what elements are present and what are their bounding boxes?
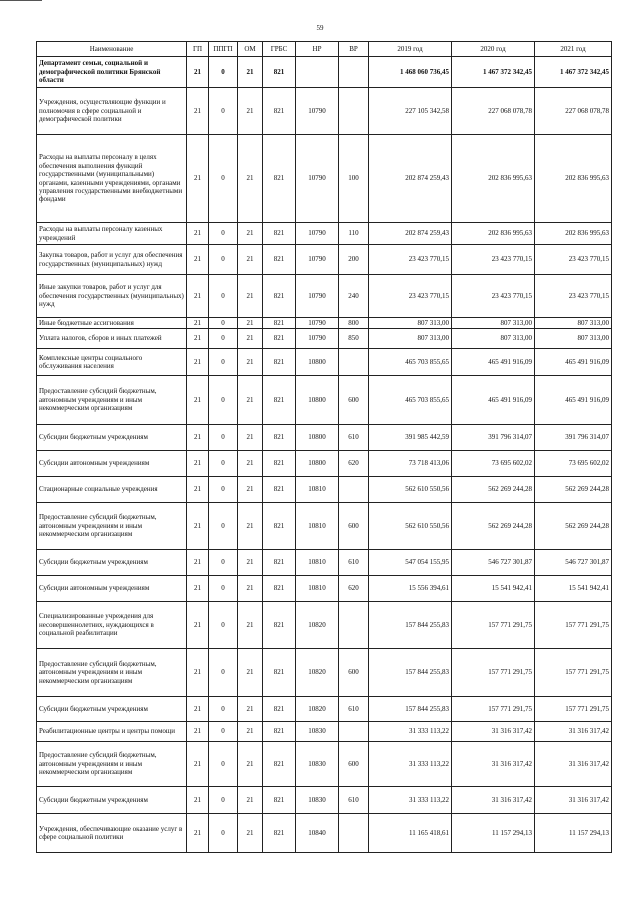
row-vr: 600 bbox=[339, 376, 369, 425]
row-gp: 21 bbox=[187, 697, 209, 722]
row-om: 21 bbox=[238, 814, 263, 853]
row-amount-2019: 1 468 060 736,45 bbox=[369, 57, 452, 88]
header-grbs: ГРБС bbox=[263, 42, 296, 57]
row-vr bbox=[339, 349, 369, 376]
row-amount-2019: 157 844 255,83 bbox=[369, 602, 452, 649]
row-amount-2021: 157 771 291,75 bbox=[535, 602, 612, 649]
row-amount-2020: 31 316 317,42 bbox=[452, 722, 535, 742]
row-amount-2021: 23 423 770,15 bbox=[535, 275, 612, 318]
table-row bbox=[37, 275, 612, 318]
row-grbs: 821 bbox=[263, 477, 296, 503]
row-amount-2021: 15 541 942,41 bbox=[535, 576, 612, 602]
row-om: 21 bbox=[238, 451, 263, 477]
row-name: Иные бюджетные ассигнования bbox=[37, 318, 187, 329]
row-vr bbox=[339, 57, 369, 88]
row-gp: 21 bbox=[187, 814, 209, 853]
row-amount-2020: 73 695 602,02 bbox=[452, 451, 535, 477]
row-vr: 600 bbox=[339, 649, 369, 697]
row-name: Стационарные социальные учреждения bbox=[37, 477, 187, 503]
row-nr: 10830 bbox=[296, 722, 339, 742]
row-vr: 610 bbox=[339, 787, 369, 814]
row-om: 21 bbox=[238, 425, 263, 451]
row-gp: 21 bbox=[187, 376, 209, 425]
row-amount-2020: 202 836 995,63 bbox=[452, 223, 535, 245]
row-nr: 10790 bbox=[296, 245, 339, 275]
table-row bbox=[37, 787, 612, 814]
row-ppgp: 0 bbox=[209, 576, 238, 602]
row-amount-2020: 157 771 291,75 bbox=[452, 649, 535, 697]
row-amount-2020: 157 771 291,75 bbox=[452, 602, 535, 649]
row-nr: 10810 bbox=[296, 576, 339, 602]
row-nr: 10820 bbox=[296, 697, 339, 722]
row-gp: 21 bbox=[187, 57, 209, 88]
row-ppgp: 0 bbox=[209, 88, 238, 135]
row-grbs: 821 bbox=[263, 425, 296, 451]
row-ppgp: 0 bbox=[209, 503, 238, 550]
header-nr: НР bbox=[296, 42, 339, 57]
row-ppgp: 0 bbox=[209, 425, 238, 451]
row-name: Расходы на выплаты персоналу в целях обеспечения выполнения функций государственными (муниципальными) органами, казенными учреждениями, органами управления государственными внебюджетными фондами bbox=[37, 135, 187, 223]
row-name: Уплата налогов, сборов и иных платежей bbox=[37, 329, 187, 349]
row-om: 21 bbox=[238, 245, 263, 275]
row-nr: 10790 bbox=[296, 135, 339, 223]
row-name: Департамент семьи, социальной и демографической политики Брянской области bbox=[37, 57, 187, 88]
row-gp: 21 bbox=[187, 275, 209, 318]
row-nr: 10820 bbox=[296, 602, 339, 649]
row-gp: 21 bbox=[187, 742, 209, 787]
row-amount-2020: 465 491 916,09 bbox=[452, 376, 535, 425]
row-gp: 21 bbox=[187, 135, 209, 223]
row-vr: 620 bbox=[339, 576, 369, 602]
row-name: Учреждения, обеспечивающие оказание услуг в сфере социальной политики bbox=[37, 814, 187, 853]
row-grbs: 821 bbox=[263, 787, 296, 814]
page-number: 59 bbox=[316, 24, 324, 32]
row-name: Субсидии бюджетным учреждениям bbox=[37, 787, 187, 814]
row-amount-2019: 465 703 855,65 bbox=[369, 349, 452, 376]
row-vr bbox=[339, 88, 369, 135]
row-name: Субсидии автономным учреждениям bbox=[37, 451, 187, 477]
row-amount-2021: 23 423 770,15 bbox=[535, 245, 612, 275]
row-grbs: 821 bbox=[263, 550, 296, 576]
table-row bbox=[37, 451, 612, 477]
row-ppgp: 0 bbox=[209, 722, 238, 742]
row-amount-2020: 807 313,00 bbox=[452, 318, 535, 329]
row-vr: 610 bbox=[339, 550, 369, 576]
row-amount-2021: 562 269 244,28 bbox=[535, 477, 612, 503]
row-amount-2019: 807 313,00 bbox=[369, 318, 452, 329]
row-ppgp: 0 bbox=[209, 223, 238, 245]
row-vr: 850 bbox=[339, 329, 369, 349]
row-grbs: 821 bbox=[263, 376, 296, 425]
row-om: 21 bbox=[238, 477, 263, 503]
table-row bbox=[37, 649, 612, 697]
row-amount-2020: 391 796 314,07 bbox=[452, 425, 535, 451]
row-amount-2020: 31 316 317,42 bbox=[452, 742, 535, 787]
table-row bbox=[37, 576, 612, 602]
row-vr: 600 bbox=[339, 742, 369, 787]
row-amount-2020: 1 467 372 342,45 bbox=[452, 57, 535, 88]
row-gp: 21 bbox=[187, 451, 209, 477]
row-name: Субсидии бюджетным учреждениям bbox=[37, 550, 187, 576]
row-name: Субсидии бюджетным учреждениям bbox=[37, 425, 187, 451]
header-om: ОМ bbox=[238, 42, 263, 57]
table-row bbox=[37, 742, 612, 787]
row-amount-2020: 11 157 294,13 bbox=[452, 814, 535, 853]
row-amount-2019: 547 054 155,95 bbox=[369, 550, 452, 576]
row-grbs: 821 bbox=[263, 318, 296, 329]
row-ppgp: 0 bbox=[209, 275, 238, 318]
table-row bbox=[37, 245, 612, 275]
row-om: 21 bbox=[238, 88, 263, 135]
row-amount-2020: 562 269 244,28 bbox=[452, 503, 535, 550]
row-amount-2021: 202 836 995,63 bbox=[535, 223, 612, 245]
row-amount-2019: 202 874 259,43 bbox=[369, 223, 452, 245]
row-amount-2021: 31 316 317,42 bbox=[535, 722, 612, 742]
row-om: 21 bbox=[238, 649, 263, 697]
row-name: Специализированные учреждения для несовершеннолетних, нуждающихся в социальной реабилитации bbox=[37, 602, 187, 649]
row-amount-2019: 23 423 770,15 bbox=[369, 245, 452, 275]
row-name: Реабилитационные центры и центры помощи bbox=[37, 722, 187, 742]
header-gp: ГП bbox=[187, 42, 209, 57]
row-om: 21 bbox=[238, 275, 263, 318]
row-name: Предоставление субсидий бюджетным, автономным учреждениям и иным некоммерческим организациям bbox=[37, 376, 187, 425]
row-ppgp: 0 bbox=[209, 318, 238, 329]
row-ppgp: 0 bbox=[209, 329, 238, 349]
row-grbs: 821 bbox=[263, 451, 296, 477]
row-amount-2021: 807 313,00 bbox=[535, 329, 612, 349]
row-amount-2021: 11 157 294,13 bbox=[535, 814, 612, 853]
table-row bbox=[37, 814, 612, 853]
row-nr: 10800 bbox=[296, 425, 339, 451]
row-amount-2021: 157 771 291,75 bbox=[535, 697, 612, 722]
row-vr: 200 bbox=[339, 245, 369, 275]
row-grbs: 821 bbox=[263, 649, 296, 697]
row-name: Иные закупки товаров, работ и услуг для обеспечения государственных (муниципальных) нужд bbox=[37, 275, 187, 318]
row-name: Предоставление субсидий бюджетным, автономным учреждениям и иным некоммерческим организациям bbox=[37, 649, 187, 697]
row-vr bbox=[339, 602, 369, 649]
row-amount-2019: 73 718 413,06 bbox=[369, 451, 452, 477]
table-row bbox=[37, 550, 612, 576]
row-nr: 10800 bbox=[296, 349, 339, 376]
row-ppgp: 0 bbox=[209, 477, 238, 503]
row-amount-2021: 391 796 314,07 bbox=[535, 425, 612, 451]
row-name: Закупка товаров, работ и услуг для обеспечения государственных (муниципальных) нужд bbox=[37, 245, 187, 275]
row-om: 21 bbox=[238, 576, 263, 602]
row-vr: 800 bbox=[339, 318, 369, 329]
row-grbs: 821 bbox=[263, 602, 296, 649]
row-gp: 21 bbox=[187, 576, 209, 602]
row-om: 21 bbox=[238, 376, 263, 425]
row-gp: 21 bbox=[187, 223, 209, 245]
row-amount-2021: 202 836 995,63 bbox=[535, 135, 612, 223]
table-row bbox=[37, 602, 612, 649]
row-amount-2020: 562 269 244,28 bbox=[452, 477, 535, 503]
row-nr: 10810 bbox=[296, 477, 339, 503]
row-nr: 10830 bbox=[296, 787, 339, 814]
row-amount-2021: 807 313,00 bbox=[535, 318, 612, 329]
row-ppgp: 0 bbox=[209, 135, 238, 223]
row-ppgp: 0 bbox=[209, 376, 238, 425]
row-amount-2019: 807 313,00 bbox=[369, 329, 452, 349]
row-amount-2020: 227 068 078,78 bbox=[452, 88, 535, 135]
row-gp: 21 bbox=[187, 329, 209, 349]
table-row bbox=[37, 135, 612, 223]
header-vr: ВР bbox=[339, 42, 369, 57]
row-amount-2021: 562 269 244,28 bbox=[535, 503, 612, 550]
row-amount-2019: 23 423 770,15 bbox=[369, 275, 452, 318]
row-nr: 10790 bbox=[296, 318, 339, 329]
row-gp: 21 bbox=[187, 425, 209, 451]
row-om: 21 bbox=[238, 329, 263, 349]
row-vr: 600 bbox=[339, 503, 369, 550]
row-vr: 100 bbox=[339, 135, 369, 223]
row-name: Расходы на выплаты персоналу казенных учреждений bbox=[37, 223, 187, 245]
table-row bbox=[37, 477, 612, 503]
row-grbs: 821 bbox=[263, 697, 296, 722]
row-gp: 21 bbox=[187, 349, 209, 376]
table-row bbox=[37, 697, 612, 722]
row-om: 21 bbox=[238, 503, 263, 550]
table-row bbox=[37, 88, 612, 135]
header-ppgp: ППГП bbox=[209, 42, 238, 57]
row-grbs: 821 bbox=[263, 245, 296, 275]
row-name: Учреждения, осуществляющие функции и полномочия в сфере социальной и демографической политики bbox=[37, 88, 187, 135]
row-amount-2021: 546 727 301,87 bbox=[535, 550, 612, 576]
header-2019: 2019 год bbox=[369, 42, 452, 57]
row-nr: 10800 bbox=[296, 451, 339, 477]
row-om: 21 bbox=[238, 722, 263, 742]
row-nr: 10810 bbox=[296, 550, 339, 576]
row-grbs: 821 bbox=[263, 88, 296, 135]
header-2021: 2021 год bbox=[535, 42, 612, 57]
row-amount-2019: 157 844 255,83 bbox=[369, 697, 452, 722]
row-amount-2019: 465 703 855,65 bbox=[369, 376, 452, 425]
row-gp: 21 bbox=[187, 318, 209, 329]
row-name: Субсидии бюджетным учреждениям bbox=[37, 697, 187, 722]
row-grbs: 821 bbox=[263, 135, 296, 223]
row-amount-2019: 562 610 550,56 bbox=[369, 503, 452, 550]
row-amount-2019: 562 610 550,56 bbox=[369, 477, 452, 503]
row-nr: 10820 bbox=[296, 649, 339, 697]
row-grbs: 821 bbox=[263, 349, 296, 376]
row-amount-2020: 23 423 770,15 bbox=[452, 245, 535, 275]
row-name: Комплексные центры социального обслуживания населения bbox=[37, 349, 187, 376]
row-ppgp: 0 bbox=[209, 787, 238, 814]
row-gp: 21 bbox=[187, 722, 209, 742]
row-ppgp: 0 bbox=[209, 57, 238, 88]
row-grbs: 821 bbox=[263, 814, 296, 853]
row-om: 21 bbox=[238, 57, 263, 88]
row-gp: 21 bbox=[187, 602, 209, 649]
row-amount-2021: 157 771 291,75 bbox=[535, 649, 612, 697]
row-ppgp: 0 bbox=[209, 697, 238, 722]
row-amount-2020: 157 771 291,75 bbox=[452, 697, 535, 722]
row-nr: 10840 bbox=[296, 814, 339, 853]
row-amount-2020: 31 316 317,42 bbox=[452, 787, 535, 814]
row-amount-2021: 31 316 317,42 bbox=[535, 787, 612, 814]
row-nr: 10790 bbox=[296, 223, 339, 245]
row-gp: 21 bbox=[187, 503, 209, 550]
row-grbs: 821 bbox=[263, 329, 296, 349]
row-om: 21 bbox=[238, 318, 263, 329]
row-grbs: 821 bbox=[263, 57, 296, 88]
scan-corner-mark bbox=[0, 0, 42, 4]
row-amount-2020: 23 423 770,15 bbox=[452, 275, 535, 318]
table-header-row bbox=[37, 42, 612, 57]
row-vr: 610 bbox=[339, 697, 369, 722]
header-2020: 2020 год bbox=[452, 42, 535, 57]
row-nr: 10790 bbox=[296, 329, 339, 349]
row-amount-2021: 1 467 372 342,45 bbox=[535, 57, 612, 88]
row-vr: 240 bbox=[339, 275, 369, 318]
row-amount-2019: 31 333 113,22 bbox=[369, 722, 452, 742]
row-gp: 21 bbox=[187, 88, 209, 135]
row-grbs: 821 bbox=[263, 742, 296, 787]
row-om: 21 bbox=[238, 223, 263, 245]
row-name: Предоставление субсидий бюджетным, автономным учреждениям и иным некоммерческим организациям bbox=[37, 742, 187, 787]
row-om: 21 bbox=[238, 550, 263, 576]
table-row bbox=[37, 329, 612, 349]
row-ppgp: 0 bbox=[209, 349, 238, 376]
row-grbs: 821 bbox=[263, 576, 296, 602]
row-om: 21 bbox=[238, 349, 263, 376]
table-row bbox=[37, 503, 612, 550]
row-amount-2020: 807 313,00 bbox=[452, 329, 535, 349]
row-vr bbox=[339, 814, 369, 853]
row-amount-2019: 11 165 418,61 bbox=[369, 814, 452, 853]
row-ppgp: 0 bbox=[209, 742, 238, 787]
row-amount-2020: 202 836 995,63 bbox=[452, 135, 535, 223]
row-amount-2019: 31 333 113,22 bbox=[369, 787, 452, 814]
row-vr: 620 bbox=[339, 451, 369, 477]
row-amount-2021: 227 068 078,78 bbox=[535, 88, 612, 135]
row-om: 21 bbox=[238, 602, 263, 649]
row-nr: 10830 bbox=[296, 742, 339, 787]
row-grbs: 821 bbox=[263, 275, 296, 318]
row-grbs: 821 bbox=[263, 722, 296, 742]
row-amount-2019: 157 844 255,83 bbox=[369, 649, 452, 697]
table-row bbox=[37, 57, 612, 88]
table-row bbox=[37, 376, 612, 425]
row-amount-2021: 73 695 602,02 bbox=[535, 451, 612, 477]
row-amount-2020: 15 541 942,41 bbox=[452, 576, 535, 602]
row-gp: 21 bbox=[187, 649, 209, 697]
row-name: Субсидии автономным учреждениям bbox=[37, 576, 187, 602]
row-nr bbox=[296, 57, 339, 88]
row-ppgp: 0 bbox=[209, 245, 238, 275]
row-amount-2019: 227 105 342,58 bbox=[369, 88, 452, 135]
table-row bbox=[37, 223, 612, 245]
row-vr: 610 bbox=[339, 425, 369, 451]
row-amount-2019: 15 556 394,61 bbox=[369, 576, 452, 602]
row-om: 21 bbox=[238, 697, 263, 722]
row-grbs: 821 bbox=[263, 503, 296, 550]
table-row bbox=[37, 318, 612, 329]
row-amount-2020: 465 491 916,09 bbox=[452, 349, 535, 376]
row-vr: 110 bbox=[339, 223, 369, 245]
row-ppgp: 0 bbox=[209, 814, 238, 853]
table-row bbox=[37, 425, 612, 451]
header-name: Наименование bbox=[37, 42, 187, 57]
row-vr bbox=[339, 477, 369, 503]
row-om: 21 bbox=[238, 742, 263, 787]
row-om: 21 bbox=[238, 787, 263, 814]
row-ppgp: 0 bbox=[209, 451, 238, 477]
row-grbs: 821 bbox=[263, 223, 296, 245]
table-body bbox=[37, 57, 612, 853]
row-ppgp: 0 bbox=[209, 649, 238, 697]
row-gp: 21 bbox=[187, 550, 209, 576]
row-nr: 10800 bbox=[296, 376, 339, 425]
row-amount-2021: 31 316 317,42 bbox=[535, 742, 612, 787]
row-amount-2019: 202 874 259,43 bbox=[369, 135, 452, 223]
table-row bbox=[37, 722, 612, 742]
row-nr: 10790 bbox=[296, 88, 339, 135]
row-vr bbox=[339, 722, 369, 742]
budget-table bbox=[36, 41, 612, 853]
row-amount-2020: 546 727 301,87 bbox=[452, 550, 535, 576]
row-gp: 21 bbox=[187, 477, 209, 503]
row-gp: 21 bbox=[187, 245, 209, 275]
row-amount-2021: 465 491 916,09 bbox=[535, 376, 612, 425]
row-amount-2019: 391 985 442,59 bbox=[369, 425, 452, 451]
row-ppgp: 0 bbox=[209, 602, 238, 649]
row-nr: 10810 bbox=[296, 503, 339, 550]
row-gp: 21 bbox=[187, 787, 209, 814]
row-amount-2019: 31 333 113,22 bbox=[369, 742, 452, 787]
row-amount-2021: 465 491 916,09 bbox=[535, 349, 612, 376]
row-ppgp: 0 bbox=[209, 550, 238, 576]
table-row bbox=[37, 349, 612, 376]
row-name: Предоставление субсидий бюджетным, автономным учреждениям и иным некоммерческим организациям bbox=[37, 503, 187, 550]
row-nr: 10790 bbox=[296, 275, 339, 318]
row-om: 21 bbox=[238, 135, 263, 223]
